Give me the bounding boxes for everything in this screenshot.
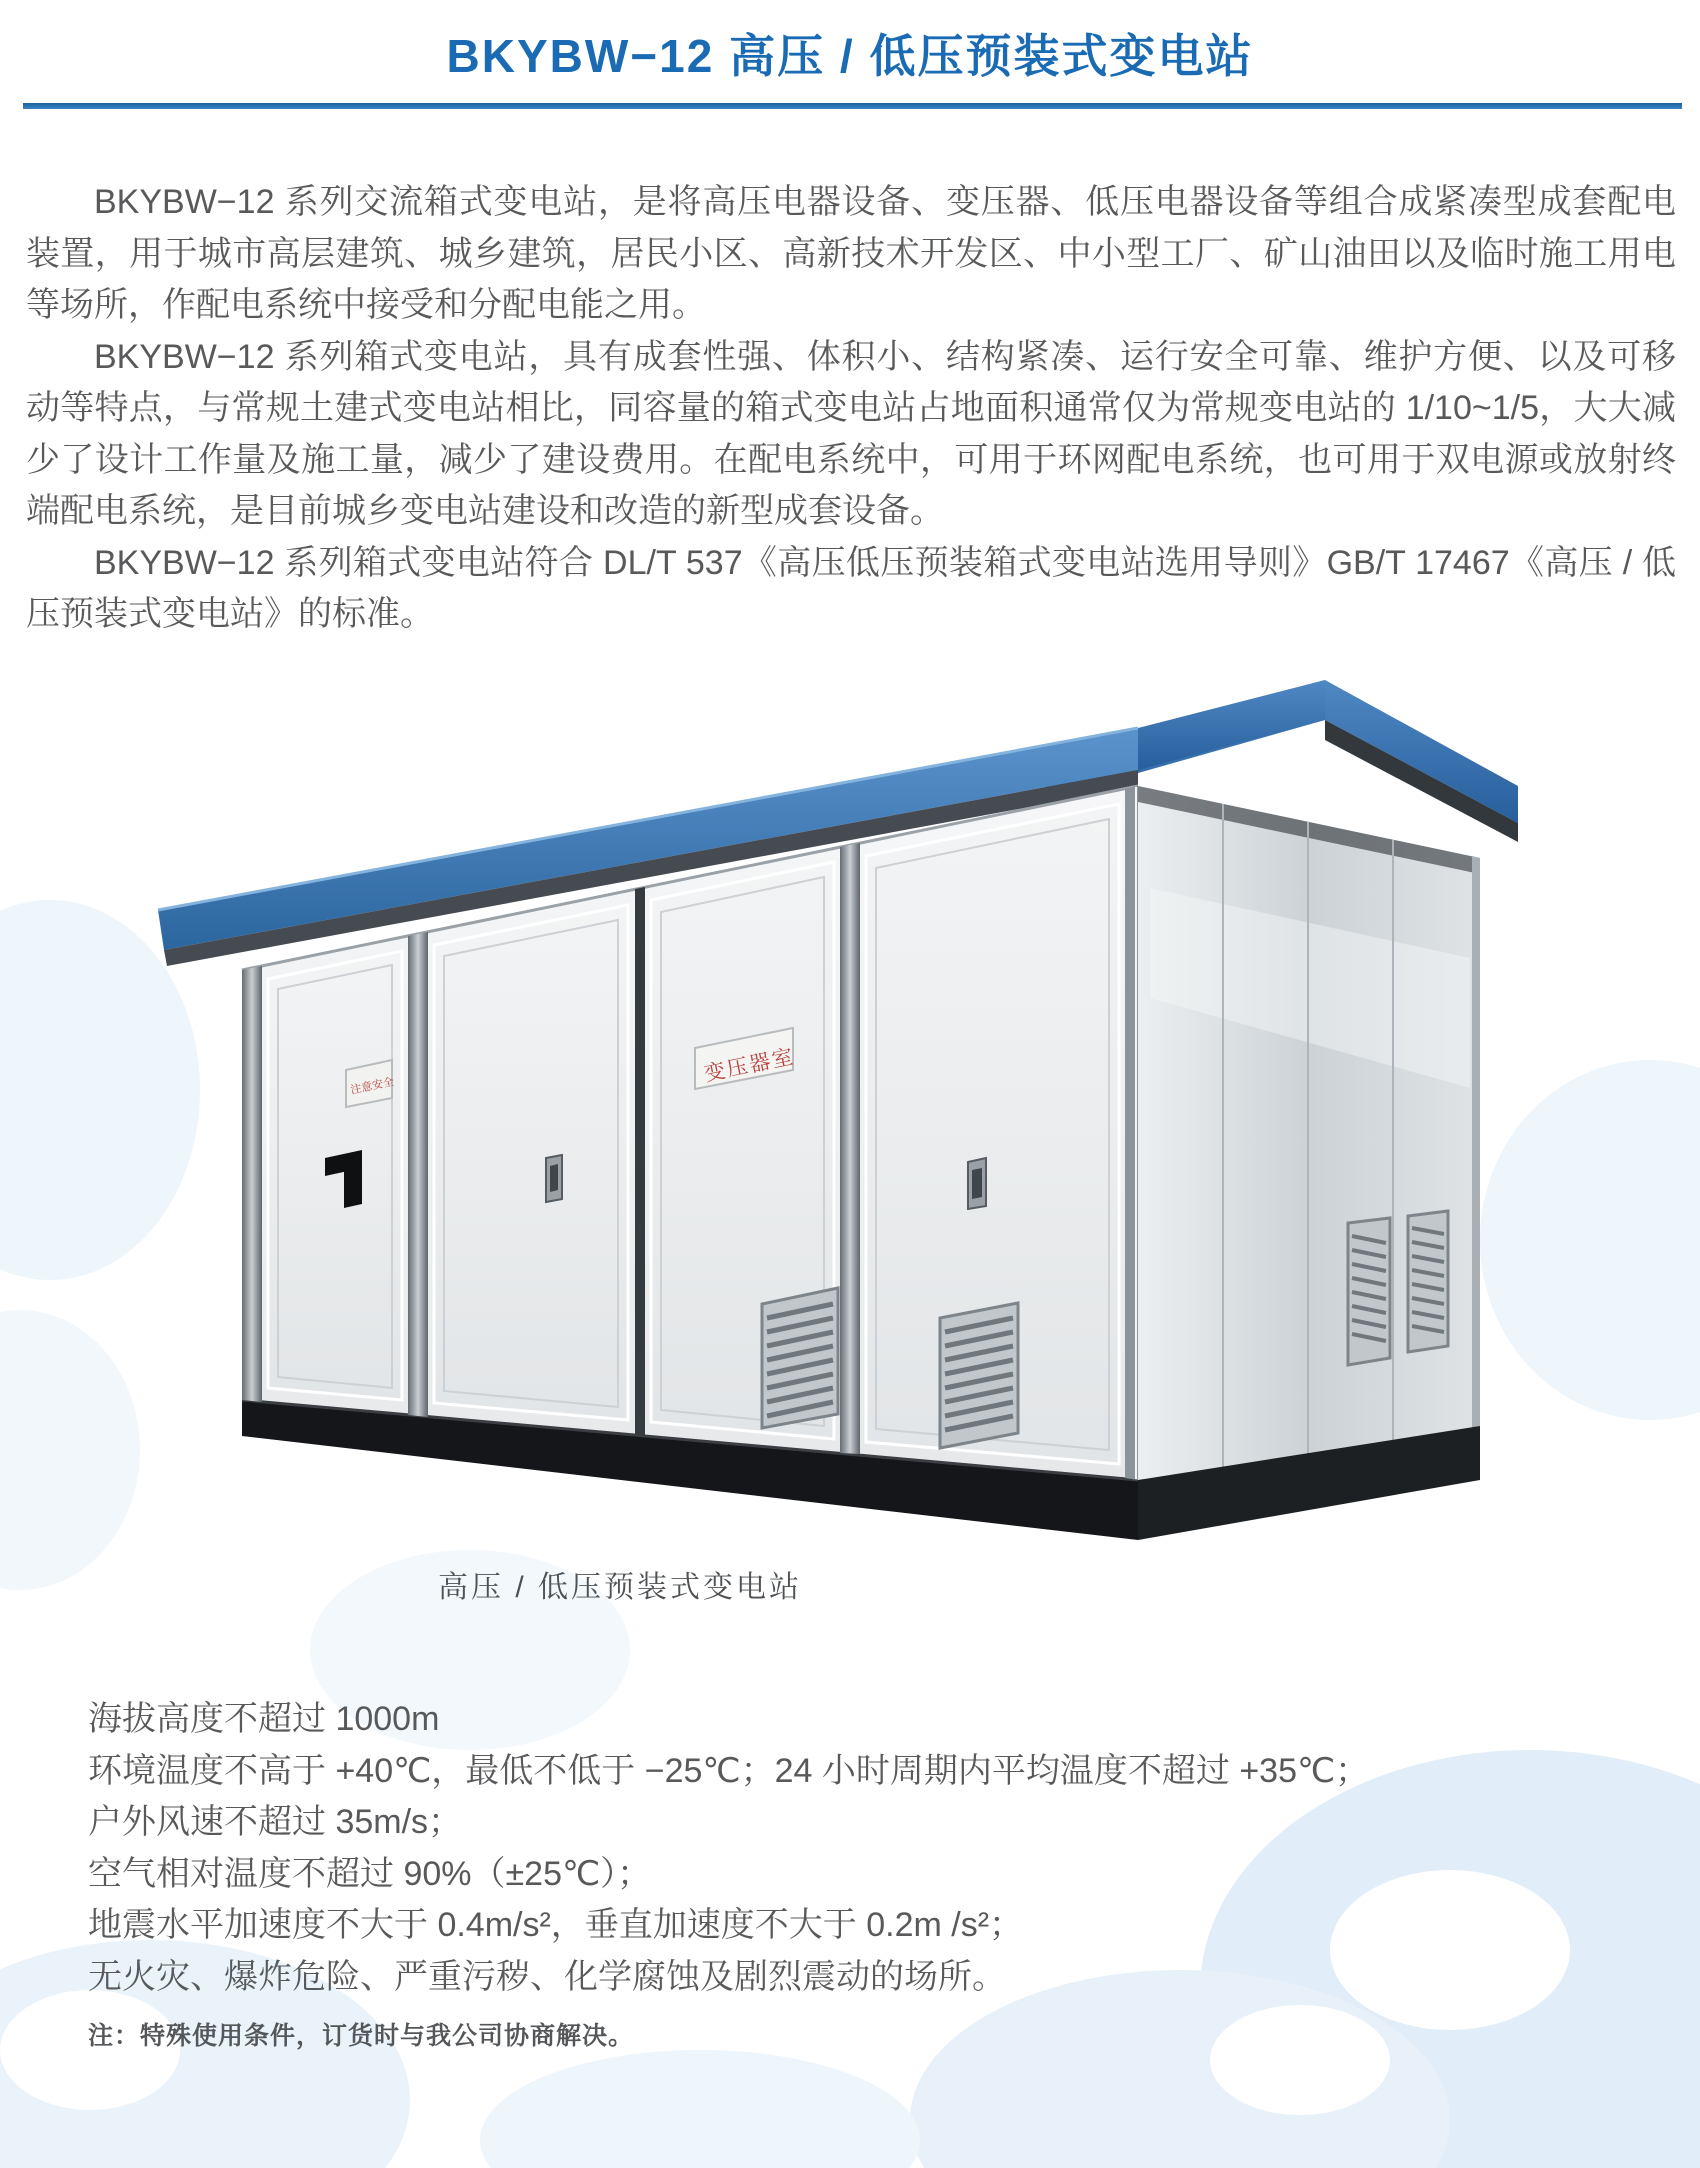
condition-line-5: 地震水平加速度不大于 0.4m/s²，垂直加速度不大于 0.2m /s²； [88, 1906, 1024, 1944]
condition-line-1: 海拔高度不超过 1000m [88, 1700, 440, 1738]
front-mullion-1 [408, 932, 428, 1417]
condition-line-3: 户外风速不超过 35m/s； [88, 1803, 463, 1841]
condition-line-6: 无火灾、爆炸危险、严重污秽、化学腐蚀及剧烈震动的场所。 [88, 1957, 1006, 1996]
sign-door-safety: 注意安全 [349, 1076, 396, 1097]
side-louver-vent-1 [1348, 1218, 1390, 1365]
intro-paragraph-2: BKYBW−12 系列箱式变电站，具有成套性强、体积小、结构紧凑、运行安全可靠、维护方便、以及可移动等特点，与常规土建式变电站相比，同容量的箱式变电站占地面积通常仅为常规变电站的 1/10~1/5，大大减少了设计工作量及施工量，减少了建设费用。在配电系统中，可用于环网配电系统，也可用于双电源或放射终端配电系统，是目前城乡变电站建设和改造的新型成套设备。 [26, 337, 1676, 530]
substation-illustration [150, 658, 1540, 1570]
corner-mullion-left [242, 966, 262, 1402]
condition-line-4: 空气相对温度不超过 90%（±25℃）； [88, 1854, 652, 1893]
product-photo [150, 658, 1540, 1570]
sign-transformer-room: 变压器室 [702, 1045, 797, 1086]
photo-caption: 高压 / 低压预装式变电站 [438, 1571, 803, 1604]
side-louver-vent-2 [1408, 1211, 1448, 1352]
front-mullion-2 [840, 843, 860, 1454]
door-latch-2 [968, 1158, 986, 1209]
usage-note: 注：特殊使用条件，订货时与我公司协商解决。 [88, 2022, 635, 2050]
door-panel-2 [434, 905, 628, 1420]
page-title: BKYBW−12 高压 / 低压预装式变电站 [446, 30, 1254, 82]
intro-paragraph-1: BKYBW−12 系列交流箱式变电站，是将高压电器设备、变压器、低压电器设备等组合成紧凑型成套配电装置，用于城市高层建筑、城乡建筑，居民小区、高新技术开发区、中小型工厂、矿山油田以及临时施工用电等场所，作配电系统中接受和分配电能之用。 [26, 183, 1676, 324]
conditions-section [88, 1694, 1660, 2063]
roof-filler [1138, 680, 1325, 770]
side-face [1138, 786, 1480, 1540]
door-seam [635, 887, 645, 1435]
intro-section [26, 177, 1676, 641]
front-louver-vent-2 [940, 1303, 1018, 1448]
front-louver-vent-1 [762, 1288, 838, 1428]
door-latch-1 [546, 1155, 562, 1202]
door-panel-1 [268, 951, 402, 1400]
side-right-edge [1472, 856, 1480, 1428]
condition-line-2: 环境温度不高于 +40℃，最低不低于 −25℃；24 小时周期内平均温度不超过 +35℃； [88, 1751, 1370, 1790]
title-rule [23, 103, 1682, 109]
intro-paragraph-3: BKYBW−12 系列箱式变电站符合 DL/T 537《高压低压预装箱式变电站选用导则》GB/T 17467《高压 / 低压预装式变电站》的标准。 [26, 543, 1676, 633]
